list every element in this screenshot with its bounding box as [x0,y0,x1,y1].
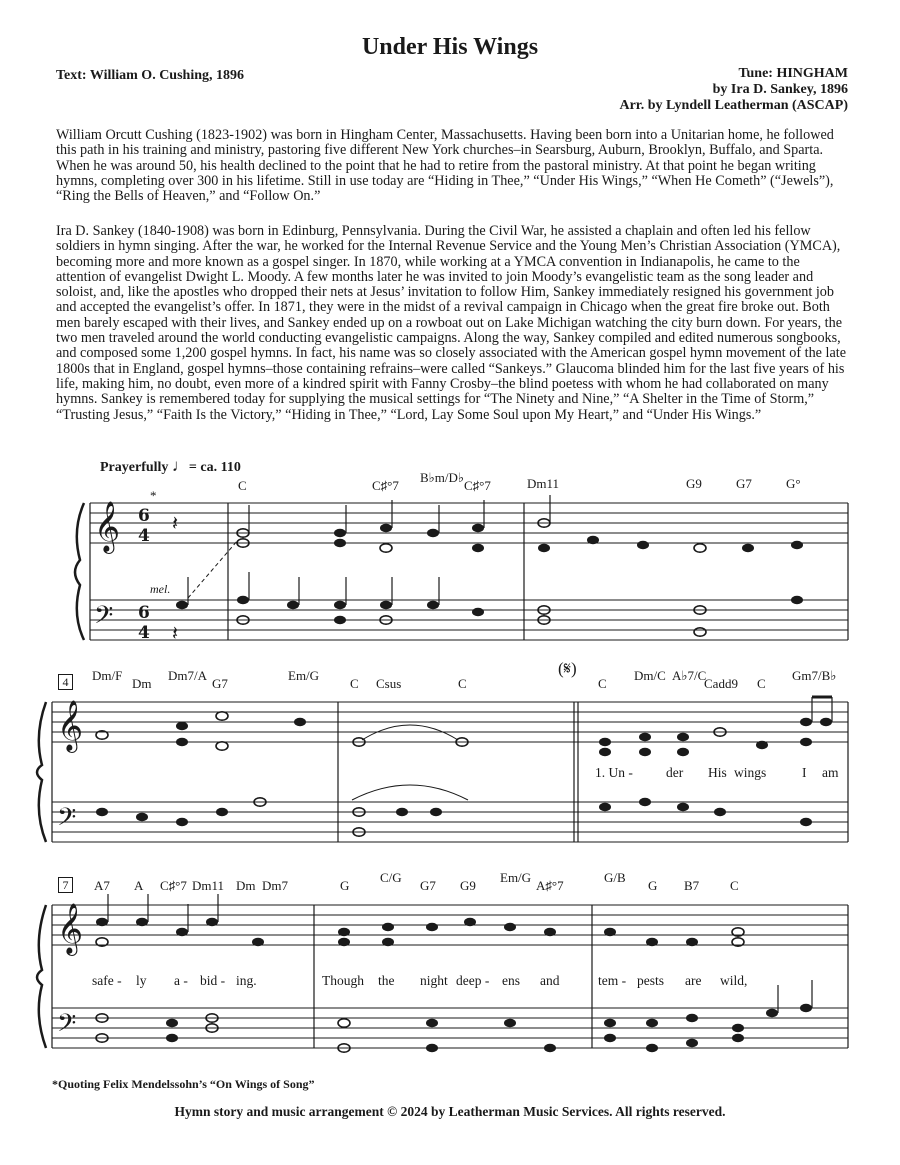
chord-symbol: Dm7/A [168,668,207,683]
chord-symbol: C/G [380,870,402,885]
svg-text:𝄽: 𝄽 [172,621,179,645]
melody-label: mel. [150,582,171,596]
chord-symbol: Dm7 [262,878,288,893]
story-paragraph-cushing: William Orcutt Cushing (1823-1902) was born in Hingham Center, Massachusetts. Having been born into a Unitarian home, he followed this path in his training and ministry, pastoring five different New York churches–in Searsburg, Auburn, Brooklyn, Buffalo, and Sparta. When he was around 50, his health declined to the point that he had to retire from the pastoral ministry. At that point he began writing hymns, completing over 300 in his lifetime. Still in use today are “Hiding in Thee,” “Under His Wings,” “When He Cometh” (“Jewels”), “Ring the Bells of Heaven,” and “Follow On.” [56,127,834,205]
lyric-syllable: deep - [456,973,490,988]
measure-number: 4 [58,674,73,690]
svg-text:𝄽: 𝄽 [172,511,179,535]
clefs [57,501,123,1044]
bass-clef-icon: 𝄢 [57,803,77,838]
chord-symbol: C [598,676,607,691]
chord-symbol: G9 [686,476,702,491]
lyric-syllable: wild, [720,973,748,988]
lyric-syllable: am [822,765,839,780]
chord-symbol: C [238,478,247,493]
staff-lines [52,503,848,1048]
tune-name: Tune: HINGHAM [738,66,848,81]
chord-symbol: C [730,878,739,893]
chord-symbol: C [458,676,467,691]
bass-clef-icon: 𝄢 [57,1009,77,1044]
segno-icon: (𝄋) [558,659,577,678]
chord-symbol: Dm [132,676,152,691]
lyric-syllable: 1. Un - [595,765,633,780]
barlines [52,503,848,1048]
chord-symbol: C♯°7 [160,878,187,893]
lyric-syllable: bid - [200,973,226,988]
lyric-syllable: tem - [598,973,627,988]
svg-text:4: 4 [138,623,150,643]
quarter-note-icon: ♩ [171,456,189,475]
lyric-syllable: pests [637,973,664,988]
chord-symbol: A♭7/C [672,668,707,683]
svg-text:6: 6 [138,603,150,623]
chord-symbol: Dm/C [634,668,666,683]
lyric-syllable: I [802,765,807,780]
treble-clef-icon: 𝄞 [57,903,84,954]
chord-symbol: Dm11 [192,878,225,893]
chord-symbol: C♯°7 [464,478,491,493]
chord-symbol: Dm/F [92,668,123,683]
chord-symbol: Cadd9 [704,676,738,691]
tempo-text: Prayerfully [100,460,169,475]
measure-number: 7 [58,877,73,893]
arranger-credit: Arr. by Lyndell Leatherman (ASCAP) [619,98,848,113]
chord-symbol: Dm11 [527,476,560,491]
chord-symbol: G7 [420,878,436,893]
lyric-syllable: night [420,973,448,988]
svg-text:6: 6 [138,506,150,526]
lyric-syllable: the [378,973,395,988]
lyric-syllable: Though [322,973,364,988]
chord-symbol: G9 [460,878,476,893]
chord-symbol: Csus [376,676,402,691]
chord-symbol: Em/G [288,668,320,683]
chord-symbol: G [648,878,658,893]
brace-icon [37,503,84,1048]
lyric-syllable: safe - [92,973,122,988]
lyric-syllable: ing. [236,973,257,988]
composer-credit: by Ira D. Sankey, 1896 [712,82,848,97]
lyric-syllable: ens [502,973,520,988]
chord-symbol: Gm7/B♭ [792,668,837,683]
treble-clef-icon: 𝄞 [94,501,121,552]
chord-symbol: G/B [604,870,626,885]
lyric-syllable: a - [174,973,188,988]
chord-symbol: C [757,676,766,691]
lyric-syllable: His [708,765,727,780]
tempo-value: = ca. 110 [188,460,241,475]
chord-symbol: Em/G [500,870,532,885]
slur-curve [352,785,468,800]
chord-symbol: G° [786,476,801,491]
lyric-syllable: and [540,973,560,988]
page-title: Under His Wings [361,34,539,60]
svg-text:4: 4 [138,526,150,546]
chord-symbol: A7 [94,878,110,893]
chord-symbol: C [350,676,359,691]
chord-symbol: B♭m/D♭ [420,470,465,485]
bass-clef-icon: 𝄢 [94,601,114,636]
story-paragraph-sankey: Ira D. Sankey (1840-1908) was born in Edinburg, Pennsylvania. During the Civil War, he assisted a chaplain and often led his fellow soldiers in hymn singing. After the war, he worked for the Internal Revenue Service and the Young Men’s Christian Association (YMCA), becoming more and more known as a gospel singer. In 1870, while working at a YMCA convention in Indianapolis, he came to the attention of evangelist Dwight L. Moody. A few months later he was invited to join Moody’s evangelistic team as the song leader and soloist, and, like the apostles who dropped their nets at Jesus’ invitation to follow Him, Sankey immediately resigned his government job and accepted the evangelist’s offer. In 1871, they were in the midst of a revival campaign in Chicago when the great fire broke out. Both men barely escaped with their lives, and Sankey ended up on a rowboat out on Lake Michigan watching the city burn down. For years, the two men traveled around the world conducting evangelistic campaigns. Along the way, Sankey compiled and edited numerous songbooks, and composed some 1,200 gospel hymns. In fact, his name was so closely associated with the American gospel hymn movement of the late 1800s that in England, gospel hymns–those containing refrains–were called “Sankeys.” Glaucoma blinded him for the last five years of his life, making him, no doubt, even more of a kindred spirit with Fanny Crosby–the blind poetess with whom he had collaborated on many hymns. Sankey is remembered today for supplying the musical settings for “The Ninety and Nine,” “A Shelter in the Time of Storm,” “Trusting Jesus,” “Faith Is the Victory,” “Hiding in Thee,” “Lord, Lay Some Soul upon My Heart,” and “Under His Wings.” [56,223,846,423]
copyright-notice: Hymn story and music arrangement © 2024 by Leatherman Music Services. All rights reserved. [174,1104,726,1119]
chord-symbol: G [340,878,350,893]
treble-clef-icon: 𝄞 [57,700,84,751]
chord-symbol: B7 [684,878,700,893]
text-credit: Text: William O. Cushing, 1896 [56,68,245,83]
chord-symbol: A [134,878,144,893]
chord-symbol: A♯°7 [536,878,564,893]
melody-guide-line [188,540,238,598]
lyric-syllable: ly [136,973,147,988]
lyric-syllable: are [685,973,702,988]
asterisk-marker: * [150,488,157,503]
chord-symbol: Dm [236,878,256,893]
lyric-syllable: der [666,765,684,780]
chord-symbol: G7 [212,676,228,691]
rest-icons [172,511,178,645]
chord-symbol: C♯°7 [372,478,399,493]
chord-symbol: G7 [736,476,752,491]
footnote: *Quoting Felix Mendelssohn’s “On Wings of Song” [52,1077,315,1091]
lyric-syllable: wings [734,765,767,780]
time-signature [138,506,150,643]
